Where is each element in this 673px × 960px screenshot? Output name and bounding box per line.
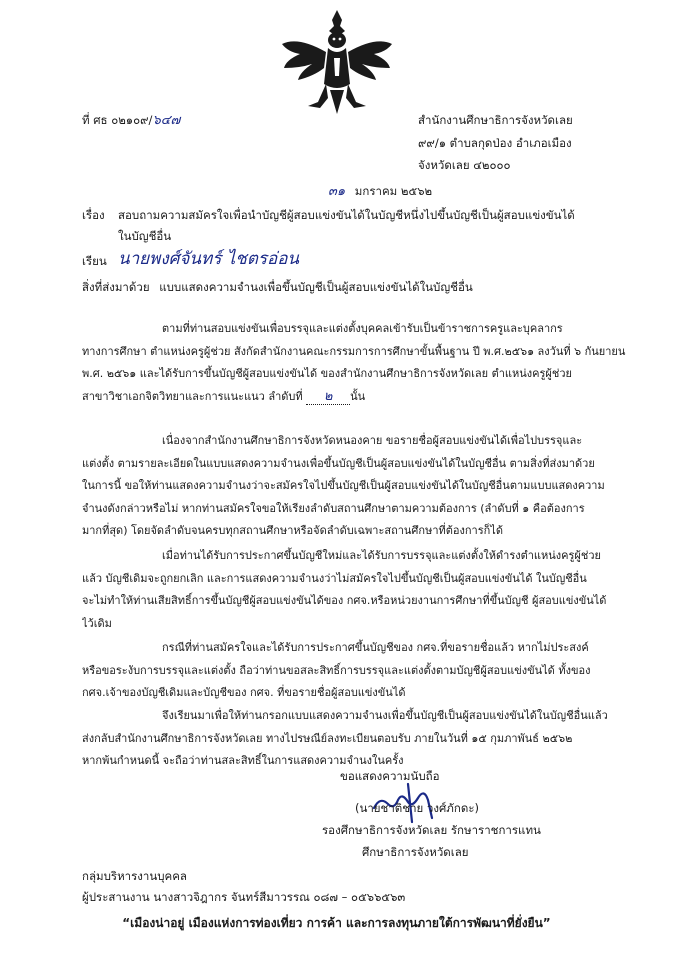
paragraph-line: มากที่สุด) โดยจัดลำดับจนครบทุกสถานศึกษาหรือจัดลำดับเฉพาะสถานศึกษาที่ต้องการก็ได้ — [82, 524, 503, 537]
paragraph-4 — [82, 637, 630, 705]
paragraph-line: เนื่องจากสำนักงานศึกษาธิการจังหวัดหนองคาย ขอรายชื่อผู้สอบแข่งขันได้เพื่อไปบรรจุและ — [162, 434, 583, 447]
date-day-handwritten: ๓๑ — [328, 184, 346, 199]
subject-line-1: สอบถามความสมัครใจเพื่อนำบัญชีผู้สอบแข่งขันได้ในบัญชีหนึ่งไปขึ้นบัญชีเป็นผู้สอบแข่งขันได้ — [118, 208, 575, 222]
paragraph-line: จึงเรียนมาเพื่อให้ท่านกรอกแบบแสดงความจำนงเพื่อขึ้นบัญชีเป็นผู้สอบแข่งขันได้ในบัญชีอื่นแล้ว — [162, 709, 608, 722]
rank-suffix: นั้น — [350, 389, 366, 403]
paragraph-line: จำนงดังกล่าวหรือไม่ หากท่านสมัครใจขอให้เรียงลำดับสถานศึกษาตามความต้องการ (ลำดับที่ ๑ คือต้องการ — [82, 501, 585, 515]
sender-address-line-2: จังหวัดเลย ๔๒๐๐๐ — [418, 158, 511, 172]
slogan: “เมืองน่าอยู่ เมืองแห่งการท่องเที่ยว การค้า และการลงทุนภายใต้การพัฒนาที่ยั่งยืน” — [122, 916, 551, 930]
rank-field — [306, 390, 350, 405]
recipient-label: เรียน — [82, 254, 107, 268]
paragraph-line: ไว้เดิม — [82, 616, 112, 630]
paragraph-1 — [82, 318, 630, 408]
document-number-handwritten: ๖๔๗ — [152, 113, 181, 128]
date-month-year: มกราคม ๒๕๖๒ — [354, 184, 433, 198]
department: กลุ่มบริหารงานบุคคล — [82, 869, 187, 883]
closing: ขอแสดงความนับถือ — [340, 769, 440, 783]
paragraph-2 — [82, 430, 630, 543]
rank-handwritten: ๒ — [323, 388, 333, 404]
paragraph-5 — [82, 705, 630, 773]
paragraph-line: ทางการศึกษา ตำแหน่งครูผู้ช่วย สังกัดสำนักงานคณะกรรมการการศึกษาขั้นพื้นฐาน ปี พ.ศ.๒๕๖๑ ลงวันที่ ๖ กันยายน — [82, 344, 626, 358]
paragraph-line: ในการนี้ ขอให้ท่านแสดงความจำนงว่าจะสมัครใจไปขึ้นบัญชีเป็นผู้สอบแข่งขันได้ในบัญชีอื่นตามแบบแสดงความ — [82, 479, 605, 492]
subject-label: เรื่อง — [82, 208, 105, 222]
recipient-name-handwritten: นายพงศ์จันทร์ ไชตรอ่อน — [118, 249, 300, 269]
paragraph-line: จะไม่ทำให้ท่านเสียสิทธิ์การขึ้นบัญชีผู้สอบแข่งขันได้ของ กศจ.หรือหน่วยงานการศึกษาที่ขึ้นบัญชี ผู้สอบแข่งขันได้ — [82, 594, 607, 607]
subject-line-2: ในบัญชีอื่น — [118, 229, 172, 243]
paragraph-line: หากพ้นกำหนดนี้ จะถือว่าท่านสละสิทธิ์ในการแสดงความจำนงในครั้ง — [82, 754, 404, 767]
letter-date — [328, 183, 432, 200]
paragraph-line: แล้ว บัญชีเดิมจะถูกยกเลิก และการแสดงความจำนงว่าไม่สมัครใจไปขึ้นบัญชีเป็นผู้สอบแข่งขันได้ ในบัญชีอื่น — [82, 571, 587, 585]
sender-address-line-1: ๙๙/๑ ตำบลกุดป่อง อำเภอเมือง — [418, 136, 572, 150]
signer-name: (นายชาติชาย วงศ์ภักดะ) — [355, 801, 479, 815]
paragraph-line: แต่งตั้ง ตามรายละเอียดในแบบแสดงความจำนงเพื่อขึ้นบัญชีเป็นผู้สอบแข่งขันได้ในบัญชีอื่น ตามสิ่งที่ส่งมาด้วย — [82, 456, 595, 470]
paragraph-line: ส่งกลับสำนักงานศึกษาธิการจังหวัดเลย ทางไปรษณีย์ลงทะเบียนตอบรับ ภายในวันที่ ๑๕ กุมภาพันธ์ ๒๕๖๒ — [82, 731, 573, 745]
garuda-emblem — [278, 6, 396, 118]
signer-position-1: รองศึกษาธิการจังหวัดเลย รักษาราชการแทน — [322, 823, 541, 837]
enclosure-label: สิ่งที่ส่งมาด้วย — [82, 280, 150, 294]
paragraph-line: กรณีที่ท่านสมัครใจและได้รับการประกาศขึ้นบัญชีของ กศจ.ที่ขอรายชื่อแล้ว หากไม่ประสงค์ — [162, 641, 589, 654]
enclosure-text: แบบแสดงความจำนงเพื่อขึ้นบัญชีเป็นผู้สอบแข่งขันได้ในบัญชีอื่น — [159, 280, 473, 294]
enclosure — [82, 279, 473, 295]
paragraph-line-rank — [82, 386, 630, 409]
coordinator: ผู้ประสานงาน นางสาวจิฎากร จันทร์สีมาวรรณ ๐๘๗ – ๐๕๖๖๕๖๓ — [82, 890, 406, 904]
paragraph-line: พ.ศ. ๒๕๖๑ และได้รับการขึ้นบัญชีผู้สอบแข่งขันได้ ของสำนักงานศึกษาธิการจังหวัดเลย ตำแหน่งครูผู้ช่วย — [82, 367, 572, 380]
paragraph-3 — [82, 545, 630, 635]
paragraph-line: กศจ.เจ้าของบัญชีเดิมและบัญชีของ กศจ. ที่ขอรายชื่อผู้สอบแข่งขันได้ — [82, 686, 406, 699]
paragraph-line: เมื่อท่านได้รับการประกาศขึ้นบัญชีใหม่และได้รับการบรรจุและแต่งตั้งให้ดำรงตำแหน่งครูผู้ช่วย — [162, 549, 601, 562]
signer-position-2: ศึกษาธิการจังหวัดเลย — [362, 845, 469, 859]
paragraph-line: หรือขอระงับการบรรจุและแต่งตั้ง ถือว่าท่านขอสละสิทธิ์การบรรจุและแต่งตั้งตามบัญชีผู้สอบแข่งขันได้ ทั้งของ — [82, 663, 591, 677]
document-number-prefix: ที่ ศธ ๐๒๑๐๙/ — [82, 113, 153, 127]
sender-org: สำนักงานศึกษาธิการจังหวัดเลย — [418, 113, 573, 127]
document-number — [82, 112, 180, 129]
paragraph-line: ตามที่ท่านสอบแข่งขันเพื่อบรรจุและแต่งตั้งบุคคลเข้ารับเป็นข้าราชการครูและบุคลากร — [162, 322, 563, 335]
rank-prefix: สาขาวิชาเอกจิตวิทยาและการแนะแนว ลำดับที่ — [82, 389, 303, 403]
